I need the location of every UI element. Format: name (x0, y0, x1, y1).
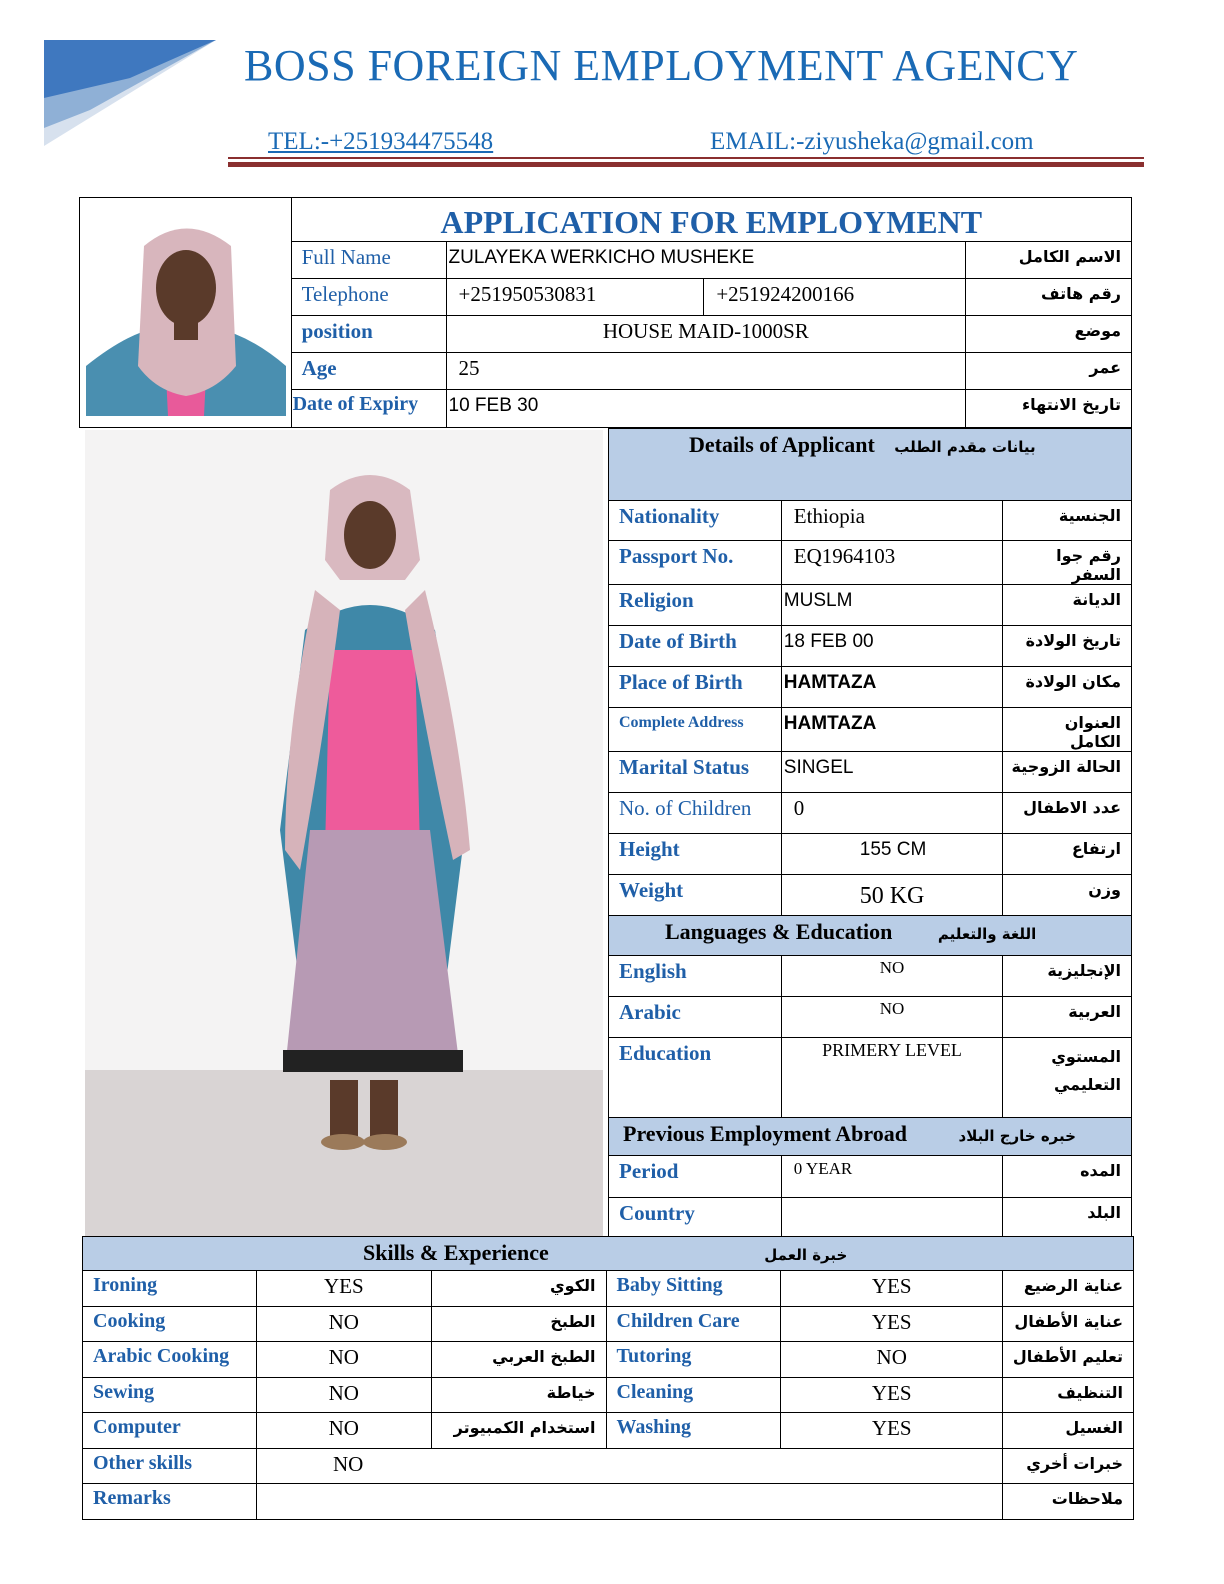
english-arabic: الإنجليزية (1003, 956, 1132, 997)
skill-arabic-cooking-arabic: الطبخ العربي (431, 1342, 606, 1378)
height-label: Height (609, 834, 782, 875)
languages-header (609, 916, 1132, 956)
weight-value: 50 KG (781, 875, 1002, 916)
address-arabic: العنوان الكامل (1003, 708, 1132, 752)
skill-cooking-value: NO (256, 1306, 431, 1342)
education-arabic: المستوي التعليمي (1003, 1038, 1132, 1118)
other-skills-arabic: خبرات أخري (1003, 1448, 1134, 1484)
expiry-value: 10 FEB 30 (446, 390, 966, 428)
address-value: HAMTAZA (781, 708, 1002, 752)
nationality-label: Nationality (609, 501, 782, 541)
age-arabic: عمر (966, 353, 1132, 390)
address-label: Complete Address (609, 708, 782, 752)
education-label: Education (609, 1038, 782, 1118)
passport-arabic: رقم جوا السفر (1003, 541, 1132, 585)
position-arabic: موضع (966, 316, 1132, 353)
skill-ironing-value: YES (256, 1271, 431, 1307)
height-value: 155 CM (781, 834, 1002, 875)
application-title: APPLICATION FOR EMPLOYMENT (291, 198, 1131, 242)
weight-arabic: وزن (1003, 875, 1132, 916)
skill-sewing-arabic: خياطة (431, 1377, 606, 1413)
remarks-value (256, 1484, 1002, 1520)
country-label: Country (609, 1198, 782, 1240)
expiry-label: Date of Expiry (291, 390, 446, 428)
header-rule-thick (228, 162, 1144, 167)
portrait-photo-cell (80, 198, 292, 428)
religion-value: MUSLM (781, 585, 1002, 626)
skills-title-arabic: خبرة العمل (764, 1246, 848, 1264)
agency-logo (40, 38, 218, 148)
skills-table (82, 1236, 1134, 1520)
marital-status-arabic: الحالة الزوجية (1003, 752, 1132, 793)
period-value: 0 YEAR (781, 1156, 1002, 1198)
header-rule (228, 157, 1144, 159)
portrait-photo (86, 216, 286, 416)
skill-baby-sitting-value: YES (781, 1271, 1003, 1307)
skills-title: Skills & Experience (363, 1240, 549, 1265)
remarks-label: Remarks (83, 1484, 257, 1520)
dob-value: 18 FEB 00 (781, 626, 1002, 667)
position-label: position (291, 316, 446, 353)
education-value: PRIMERY LEVEL (781, 1038, 1002, 1118)
skill-cleaning-value: YES (781, 1377, 1003, 1413)
country-arabic: البلد (1003, 1198, 1132, 1240)
place-of-birth-value: HAMTAZA (781, 667, 1002, 708)
skill-computer-label: Computer (83, 1413, 257, 1449)
skill-cooking-label: Cooking (83, 1306, 257, 1342)
religion-arabic: الديانة (1003, 585, 1132, 626)
skill-washing-arabic: الغسيل (1003, 1413, 1134, 1449)
nationality-value: Ethiopia (781, 501, 1002, 541)
english-label: English (609, 956, 782, 997)
skill-tutoring-arabic: تعليم الأطفال (1003, 1342, 1134, 1378)
period-arabic: المده (1003, 1156, 1132, 1198)
details-header (609, 429, 1132, 501)
skill-ironing-arabic: الكوي (431, 1271, 606, 1307)
languages-title-arabic: اللغة والتعليم (937, 925, 1037, 943)
remarks-arabic: ملاحظات (1003, 1484, 1134, 1520)
age-label: Age (291, 353, 446, 390)
expiry-arabic: تاريخ الانتهاء (966, 390, 1132, 428)
skill-tutoring-value: NO (781, 1342, 1003, 1378)
agency-name: BOSS FOREIGN EMPLOYMENT AGENCY (244, 41, 1079, 90)
full-body-photo (85, 430, 603, 1236)
skill-children-care-arabic: عناية الأطفال (1003, 1306, 1134, 1342)
full-name-value: ZULAYEKA WERKICHO MUSHEKE (446, 242, 966, 279)
place-of-birth-label: Place of Birth (609, 667, 782, 708)
skill-cleaning-label: Cleaning (606, 1377, 781, 1413)
position-value: HOUSE MAID-1000SR (446, 316, 966, 353)
agency-telephone[interactable]: TEL:-+251934475548 (268, 128, 494, 155)
skills-header (83, 1237, 1134, 1271)
marital-status-value: SINGEL (781, 752, 1002, 793)
skill-tutoring-label: Tutoring (606, 1342, 781, 1378)
skill-computer-value: NO (256, 1413, 431, 1449)
details-table (608, 428, 1132, 1240)
previous-title-arabic: خبره خارج البلاد (958, 1127, 1076, 1145)
skill-cleaning-arabic: التنظيف (1003, 1377, 1134, 1413)
arabic-value: NO (781, 997, 1002, 1038)
english-value: NO (781, 956, 1002, 997)
full-name-arabic: الاسم الكامل (966, 242, 1132, 279)
details-title-arabic: بيانات مقدم الطلب (894, 438, 1036, 456)
application-table (79, 197, 1132, 428)
arabic-arabic: العربية (1003, 997, 1132, 1038)
telephone-label: Telephone (291, 279, 446, 316)
skill-baby-sitting-label: Baby Sitting (606, 1271, 781, 1307)
children-label: No. of Children (609, 793, 782, 834)
details-title: Details of Applicant (689, 432, 875, 457)
dob-arabic: تاريخ الولادة (1003, 626, 1132, 667)
height-arabic: ارتفاع (1003, 834, 1132, 875)
previous-header (609, 1118, 1132, 1156)
previous-title: Previous Employment Abroad (623, 1121, 907, 1146)
agency-email[interactable]: EMAIL:-ziyusheka@gmail.com (710, 128, 1034, 155)
skill-cooking-arabic: الطبخ (431, 1306, 606, 1342)
full-name-label: Full Name (291, 242, 446, 279)
marital-status-label: Marital Status (609, 752, 782, 793)
age-value: 25 (446, 353, 966, 390)
skill-washing-value: YES (781, 1413, 1003, 1449)
arabic-label: Arabic (609, 997, 782, 1038)
languages-title: Languages & Education (665, 919, 893, 944)
skill-sewing-label: Sewing (83, 1377, 257, 1413)
country-value (781, 1198, 1002, 1240)
skill-ironing-label: Ironing (83, 1271, 257, 1307)
skill-children-care-value: YES (781, 1306, 1003, 1342)
religion-label: Religion (609, 585, 782, 626)
telephone-arabic: رقم هاتف (966, 279, 1132, 316)
nationality-arabic: الجنسية (1003, 501, 1132, 541)
other-skills-value: NO (256, 1448, 1002, 1484)
skill-computer-arabic: استخدام الكمبيوتر (431, 1413, 606, 1449)
skill-arabic-cooking-label: Arabic Cooking (83, 1342, 257, 1378)
passport-label: Passport No. (609, 541, 782, 585)
passport-value: EQ1964103 (781, 541, 1002, 585)
skill-washing-label: Washing (606, 1413, 781, 1449)
skill-sewing-value: NO (256, 1377, 431, 1413)
other-skills-label: Other skills (83, 1448, 257, 1484)
period-label: Period (609, 1156, 782, 1198)
weight-label: Weight (609, 875, 782, 916)
children-arabic: عدد الاطفال (1003, 793, 1132, 834)
skill-children-care-label: Children Care (606, 1306, 781, 1342)
children-value: 0 (781, 793, 1002, 834)
dob-label: Date of Birth (609, 626, 782, 667)
telephone-value-2: +251924200166 (704, 279, 966, 316)
telephone-value-1: +251950530831 (446, 279, 704, 316)
skill-arabic-cooking-value: NO (256, 1342, 431, 1378)
skill-baby-sitting-arabic: عناية الرضيع (1003, 1271, 1134, 1307)
place-of-birth-arabic: مكان الولادة (1003, 667, 1132, 708)
